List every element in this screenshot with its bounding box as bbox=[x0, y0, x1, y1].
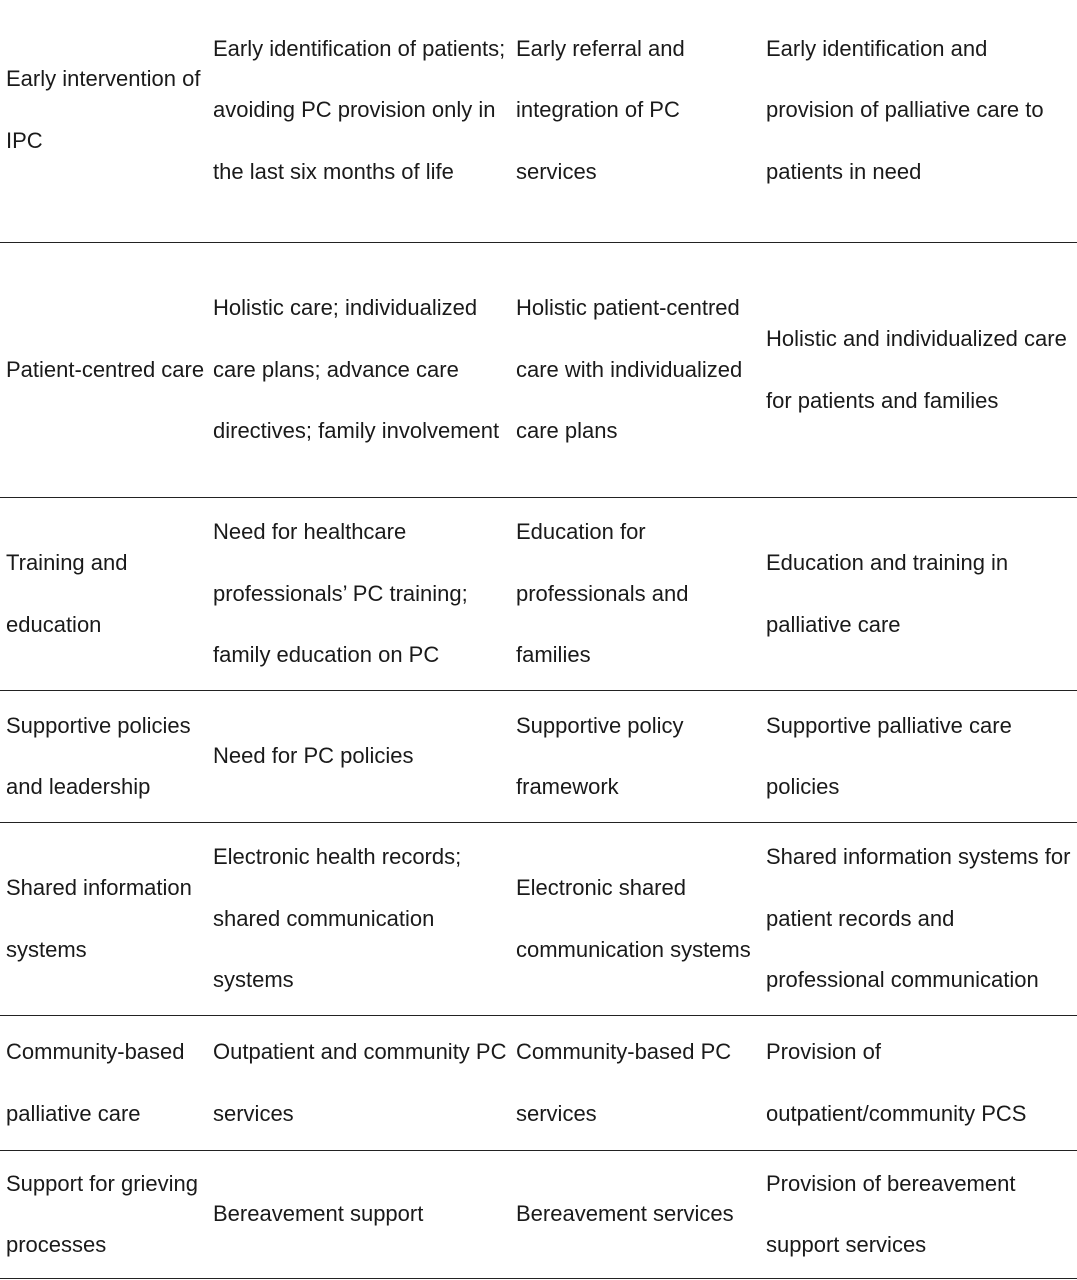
table-cell: Electronic shared communication systems bbox=[516, 875, 751, 962]
theme-cell: Supportive policies and leadership bbox=[6, 712, 191, 799]
table-cell: Early identification of patients; avoiding PC provision only in the last six months of life bbox=[213, 35, 506, 184]
table-cell: Bereavement support bbox=[213, 1201, 424, 1227]
table-cell: Provision of outpatient/community PCS bbox=[766, 1039, 1027, 1126]
theme-cell: Early intervention of IPC bbox=[6, 66, 201, 153]
table-cell: Community-based PC services bbox=[516, 1039, 732, 1126]
table-cell: Electronic health records; shared communication systems bbox=[213, 844, 462, 993]
table-cell: Holistic patient-centred care with individualized care plans bbox=[516, 295, 743, 444]
table-row bbox=[0, 1015, 1077, 1150]
table-cell: Holistic care; individualized care plans; advance care directives; family involvement bbox=[213, 295, 500, 444]
table-row bbox=[0, 1150, 1077, 1278]
table-cell: Shared information systems for patient records and professional communication bbox=[766, 844, 1071, 993]
table-cell: Provision of bereavement support services bbox=[766, 1170, 1016, 1257]
table-cell: Education and training in palliative care bbox=[766, 550, 1009, 637]
table-row bbox=[0, 242, 1077, 497]
table-row bbox=[0, 497, 1077, 690]
table-cell: Early identification and provision of palliative care to patients in need bbox=[766, 35, 1044, 184]
table-cell: Holistic and individualized care for patients and families bbox=[766, 326, 1067, 413]
table-row bbox=[0, 690, 1077, 822]
theme-cell: Support for grieving processes bbox=[6, 1170, 198, 1257]
table-cell: Need for PC policies bbox=[213, 743, 414, 769]
table-cell: Supportive policy framework bbox=[516, 712, 684, 799]
table-cell: Supportive palliative care policies bbox=[766, 712, 1012, 799]
table-cell: Education for professionals and families bbox=[516, 519, 689, 668]
table-cell: Outpatient and community PC services bbox=[213, 1039, 507, 1126]
table-row bbox=[0, 822, 1077, 1015]
table-cell: Need for healthcare professionals’ PC training; family education on PC bbox=[213, 519, 468, 668]
table-cell: Bereavement services bbox=[516, 1201, 734, 1227]
table-cell: Early referral and integration of PC services bbox=[516, 35, 685, 184]
theme-cell: Patient-centred care bbox=[6, 356, 205, 382]
theme-cell: Community-based palliative care bbox=[6, 1039, 185, 1126]
theme-cell: Training and education bbox=[6, 550, 128, 637]
theme-cell: Shared information systems bbox=[6, 875, 192, 962]
table-row bbox=[0, 0, 1077, 242]
